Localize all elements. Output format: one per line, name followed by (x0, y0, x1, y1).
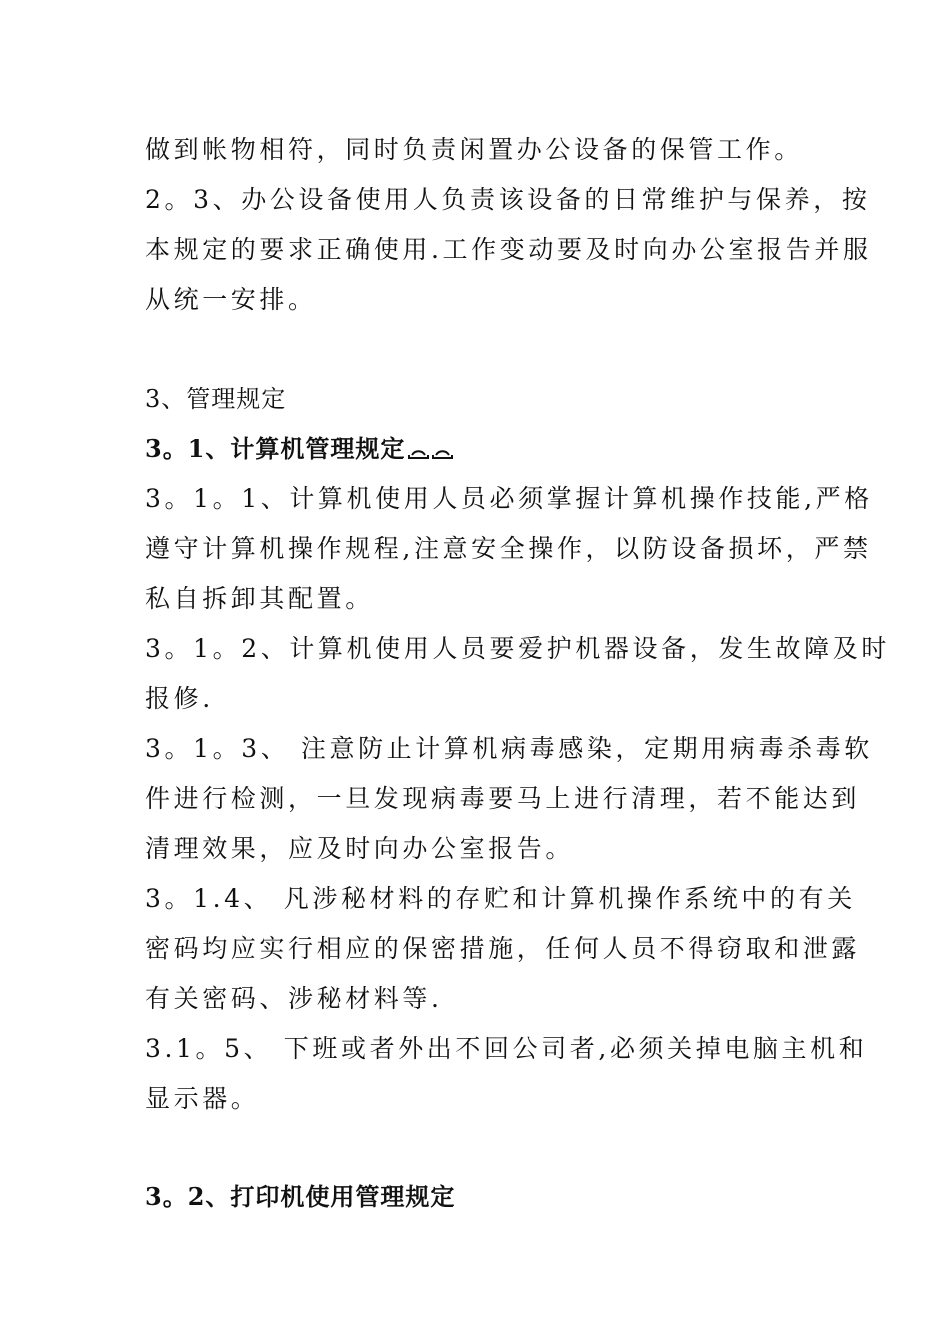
subsection-heading (145, 432, 815, 466)
paragraph-line: 本规定的要求正确使用.工作变动要及时向办公室报告并服 (145, 235, 872, 264)
subsection-heading-text: 3。1、计算机管理规定 (145, 434, 406, 463)
paragraph-line: 2。3、办公设备使用人负责该设备的日常维护与保养，按 (145, 185, 871, 214)
paragraph-line: 有关密码、涉秘材料等. (145, 984, 443, 1013)
paragraph-line: 报修. (145, 684, 214, 713)
paragraph-line: 3。1。1、计算机使用人员必须掌握计算机操作技能,严格 (145, 484, 873, 513)
paragraph-line: 私自拆卸其配置。 (145, 584, 374, 613)
revision-mark-icon (407, 441, 455, 459)
paragraph-line: 3。1。2、计算机使用人员要爱护机器设备，发生故障及时 (145, 634, 890, 663)
paragraph-line: 密码均应实行相应的保密措施，任何人员不得窃取和泄露 (145, 934, 861, 963)
paragraph-line: 3。1.4、 凡涉秘材料的存贮和计算机操作系统中的有关 (145, 884, 856, 913)
paragraph-line: 3。1。3、 注意防止计算机病毒感染，定期用病毒杀毒软 (145, 734, 873, 763)
paragraph-line: 从统一安排。 (145, 285, 317, 314)
paragraph-line: 3.1。5、 下班或者外出不回公司者,必须关掉电脑主机和 (145, 1034, 868, 1063)
paragraph-line: 遵守计算机操作规程,注意安全操作，以防设备损坏，严禁 (145, 534, 872, 563)
paragraph-line: 显示器。 (145, 1084, 260, 1113)
subsection-heading: 3。2、打印机使用管理规定 (145, 1182, 456, 1211)
paragraph-line: 件进行检测，一旦发现病毒要马上进行清理，若不能达到 (145, 784, 861, 813)
paragraph-line: 清理效果，应及时向办公室报告。 (145, 834, 575, 863)
section-heading: 3、管理规定 (145, 385, 287, 413)
paragraph-line: 做到帐物相符，同时负责闲置办公设备的保管工作。 (145, 135, 803, 164)
